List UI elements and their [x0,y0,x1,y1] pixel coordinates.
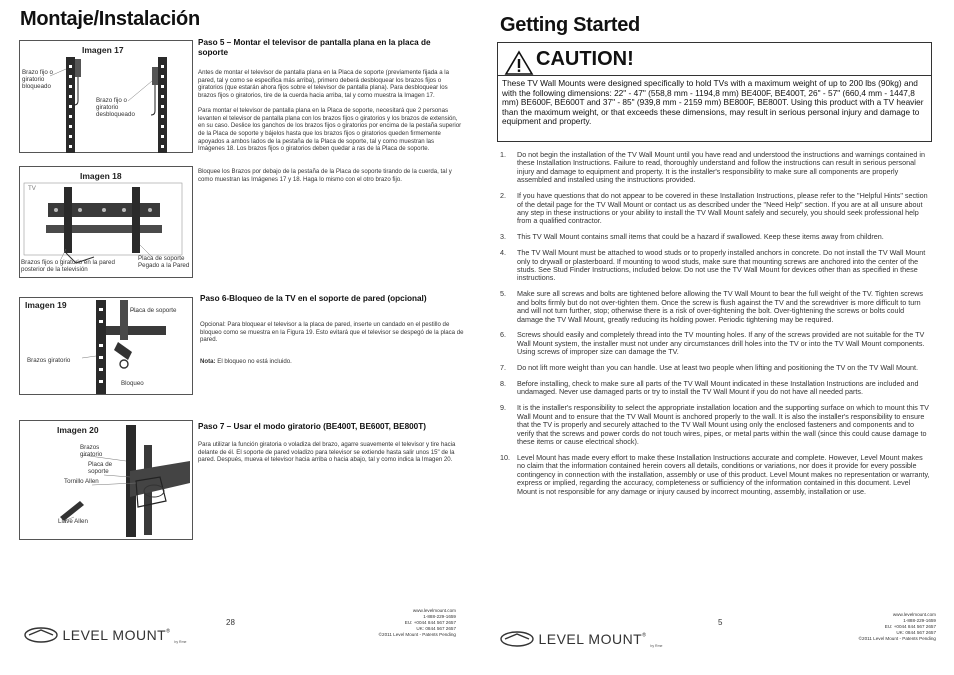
page-title-left: Montaje/Instalación [20,8,200,30]
footer-phone: 1-888-229-1659 [903,618,936,623]
note-text: El bloqueo no está incluido. [215,358,292,366]
footer-copyright: ©2011 Level Mount - Patents Pending [378,632,456,637]
footer-eu-phone: EU: +0044 844 567 2657 [884,624,936,629]
list-item: 1. Do not begin the installation of the TV Wall Mount until you have read and understood the instructions and warnings contained in these Installation Instructions. Failure to read, thoroughly understand and follow the instructions can result in serious personal injury and damage to equipment and property. It is the installer's responsibility to make sure all components are properly assembled and installed using the instructions provided. [500,150,925,185]
caption-plate: Placa de soporte [130,307,177,314]
step-7 [198,422,462,464]
level-mount-logo-icon [500,631,534,647]
logo-sub: by Rme [174,640,187,644]
step-5 [198,38,462,183]
warning-icon [504,50,534,81]
list-item: 4. The TV Wall Mount must be attached to wood studs or to properly installed anchors in concrete. Do not install the TV Wall Mount only to drywall or plasterboard. If mounting to wood studs, make sure that mounting screws are anchored into the center of the studs. See Stud Finder Instructions, included below. Do not use the TV Wall Mount for devices other than as specified in these instructions. [500,248,926,283]
level-mount-logo-icon [24,627,58,643]
caption-locked-arm: Brazo fijo o giratorio bloqueado [22,69,53,90]
note-label: Nota: [200,358,216,366]
figure-label: Imagen 20 [57,425,99,435]
logo-registered: ® [642,632,646,639]
step-6-heading: Paso 6-Bloqueo de la TV en el soporte de pared (opcional) [200,294,427,303]
footer-phone: 1-888-229-1659 [423,614,456,619]
page-title-right: Getting Started [500,14,640,36]
list-item: 6. Screws should easily and completely thread into the TV mounting holes. If any of the screws provided are not suitable for the TV Wall Mount system, the installer must not under any circumstances drill holes into the TV or into the TV Wall Mount components. Using screws of improper size can damage the TV. [500,330,925,357]
step-7-heading: Paso 7 – Usar el modo giratorio (BE400T, BE600T, BE800T) [198,422,426,431]
step-5-heading: Paso 5 – Montar el televisor de pantalla plana en la placa de soporte [198,38,431,57]
caption-wall-plate: Placa de soporte Pegado a la Pared [138,255,190,269]
step-6-paragraph-1: Opcional: Para bloquear el televisor a la placa de pared, inserte un candado en el pestillo de bloqueo como se muestra en la Figura 19. Esto evitará que el televisor se despegó de la placa de pared. [200,321,464,344]
step-6-note [200,358,464,366]
figure-18 [19,166,193,278]
caution-title: CAUTION! [536,48,634,70]
figure-label: Imagen 18 [80,171,122,181]
step-7-paragraph-1: Para utilizar la función giratoria o voladiza del brazo, agarre suavemente el televisor y tire hacia delante de él. El soporte de pared voladizo para televisor se extiende hasta salir unos 15" de la pared. Después, mueva el televisor hacia arriba o hacia abajo, tal y como indica la Imagen 20. [198,441,456,464]
list-item: 10. Level Mount has made every effort to make these Installation Instructions accurate and complete. However, Level Mount makes no claim that the information contained herein covers all details, conditions or variations, nor does it provide for every possible contingency in connection with the installation, assembly or use of this product. Level Mount makes no representation or warranty, express or implied, regarding the accuracy, completeness or sufficiency of the information contained in this document. Level Mount is not responsible for any damage or injury caused by incorrect mounting, assembly, installation or use. [500,452,930,496]
step-6 [200,294,464,366]
page-number-right: 5 [718,618,723,627]
page-number-left: 28 [226,618,235,627]
footer-contact-left [340,608,456,638]
logo-text: LEVEL MOUNT [538,630,643,647]
footer-uk-phone: UK: 0844 567 2657 [416,626,456,631]
list-item: 5. Make sure all screws and bolts are tightened before allowing the TV Wall Mount to bear the full weight of the TV. Tighten screws and bolts firmly but do not over-tighten them. Once the screw is flush against the TV and the screwdriver is more difficult to turn and will not turn further, stop; otherwise there is a risk of over-tightening the bolt. Over-tightening the screws or bolts could damage the TV Wall Mount, greatly reducing its holding power. Periodic tightening may be required. [500,289,923,324]
figure-19 [19,297,193,395]
logo-text: LEVEL MOUNT [62,626,167,643]
brand-logo-left [24,626,186,644]
figure-label: Imagen 17 [82,45,124,55]
caption-arms-on-tv: Brazos fijos o giratorio en la pared posterior de la televisión [21,259,115,273]
list-item: 2. If you have questions that do not appear to be covered in these Installation Instructions, please refer to the "Helpful Hints" section of the detail page for the TV Wall Mount or contact us as described under the "Need Help" section. If you are at all unsure about any step in these instructions or your ability to install the TV Wall Mount safely and securely, you should seek professional help from a qualified contractor. [500,191,928,226]
list-item: 9. It is the installer's responsibility to select the appropriate installation location and the supporting surface on which to mount this TV Wall Mount and to ensure that the TV Wall Mount is anchored properly to the wall. It is also the installer's responsibility to ensure that the TV is properly and securely attached to the TV Wall Mount using only the enclosed fasteners and components and to verify that the screws and power cords do not touch wires, pipes, or metal parts within the wall (since this could cause damage to these items or cause electrical shock). [500,403,929,446]
tv-label: TV [28,185,36,192]
footer-website: www.levelmount.com [412,608,456,613]
footer-uk-phone: UK: 0844 567 2657 [896,630,936,635]
caption-plate: Placa de soporte [88,461,113,475]
brand-logo-right [500,630,662,648]
footer-website: www.levelmount.com [892,612,936,617]
logo-registered: ® [166,628,170,635]
caution-divider [498,75,931,76]
caption-arms: Brazos giratorio [80,444,103,458]
figure-20-illustration [20,421,194,541]
caption-allen-screw: Tornillo Allen [64,478,99,485]
caption-allen-key: Llave Allen [58,518,88,525]
step-5-paragraph-1: Antes de montar el televisor de pantalla plana en la Placa de soporte (previamente fijada a la pared, tal y como se especifica más arriba), primero deberá desbloquear los brazos fijos o giratorios (que estarán ahora fijos sobre el televisor de pantalla plana). Para desbloquear los brazos fijos o giratorios, tire de la cuerda hacia arriba, tal y como muestra la Imagen 17. [198,69,450,100]
list-item: 7. Do not lift more weight than you can handle. Use at least two people when lifting and positioning the TV on the TV Wall Mount. [500,363,919,373]
step-5-paragraph-3: Bloquee los Brazos por debajo de la pestaña de la Placa de soporte tirando de la cuerda, tal y como muestran las Imágenes 17 y 18. Haga lo mismo con el otro brazo fijo. [198,168,452,183]
caption-lock: Bloqueo [121,380,144,387]
caution-box [497,42,932,142]
instructions-list [500,151,932,503]
list-item: 8. Before installing, check to make sure all parts of the TV Wall Mount indicated in these Installation Instructions are included and undamaged. Never use damaged parts or try to install the TV Wall Mount if you do not have all needed parts. [500,379,919,397]
footer-copyright: ©2011 Level Mount - Patents Pending [858,636,936,641]
list-item: 3. This TV Wall Mount contains small items that could be a hazard if swallowed. Keep these items away from children. [500,232,884,242]
caption-unlocked-arm: Brazo fijo o giratorio desbloqueado [96,97,135,118]
footer-contact-right [820,612,936,642]
step-5-paragraph-2: Para montar el televisor de pantalla plana en la Placa de soporte, necesitará que 2 personas levanten el televisor de pantalla plana con los brazos fijos o giratorios y los brazos de extensión, en su caso. Deslice los ganchos de los brazos fijos o giratorios por encima de la pestaña superior de la Placa de soporte y bájelos hasta que los brazos fijos o giratorios queden firmemente apoyados a ambos lados de la pestaña de la Placa de soporte, tal y como muestran las Imágenes 18. Los brazos fijos o giratorios deben quedar a ras de la Placa de soporte. [198,106,462,153]
figure-label: Imagen 19 [25,300,67,310]
footer-eu-phone: EU: +0044 844 567 2657 [404,620,456,625]
caption-arms: Brazos giratorio [27,357,71,364]
figure-17 [19,40,193,153]
caution-text: These TV Wall Mounts were designed specifically to hold TVs with a maximum weight of up to 200 lbs (90kg) and with the following dimensions: 22" - 47" (558,8 mm - 1194,8 mm) BE400F, BE400T, 26" - 57" (660,4 mm - 1447,8 mm) BE600F, BE600T and 37" - 85" (939,8 mm - 2159 mm) BE800F, BE800T. Using this product with a TV heavier than the maximum weight, or that exceeds these dimensions, may result in serious personal injury and damage to equipment and property. [502,78,924,126]
logo-sub: by Rme [650,644,663,648]
figure-20 [19,420,193,540]
